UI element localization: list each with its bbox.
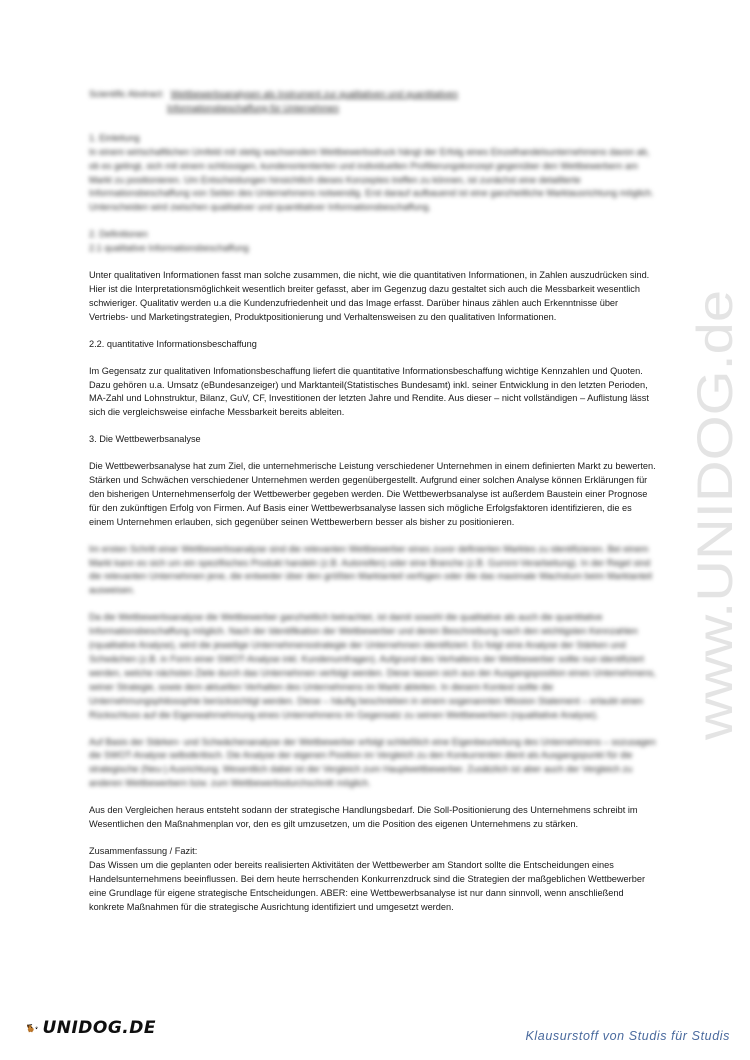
paragraph-fazit: Das Wissen um die geplanten oder bereits realisierten Aktivitäten der Wettbewerber am Standort sollte die Entscheidungen eines Handelsunternehmens beeinflussen. Bei dem heute herrschenden Konkurrenzdruck sind die Strategien der maßgeblichen Wettbewerber eine Grundlage für eigene strategische Entscheidungen. ABER: eine Wettbewerbsanalyse ist nur dann sinnvoll, wenn anschließend konkrete Maßnahmen für die strategische Ausrichtung identifiziert und umgesetzt werden. — [89, 859, 646, 912]
intro-paragraph: In einem wirtschaftlichen Umfeld mit stetig wachsendem Wettbewerbsdruck hängt der Erfolg eines Einzelhandelsunternehmens davon ab, ob es gelingt, sich mit einem schlüssigen, kundenorientierten und individuellen Profilierungskonzept gegenüber den Wettbewerbern am Markt zu positionieren. Um Entscheidungen hinsichtlich dieses Konzeptes treffen zu können, ist zunächst eine detaillierte Informationsbeschaffung von Seiten des Unternehmens notwendig. Erst darauf aufbauend ist eine ganzheitliche Marktausrichtung möglich. Unterscheiden wird zwischen qualitativer und quantitativer Informationsbeschaffung. — [89, 146, 654, 213]
watermark-graphic — [688, 285, 748, 745]
definitions-heading: 2. Definitionen — [89, 229, 148, 240]
blurred-paragraph-1: Im ersten Schritt einer Wettbewerbsanalyse sind die relevanten Wettbewerber eines zuvor definierten Marktes zu identifizieren. Bei einem Markt kann es sich um ein spezifisches Produkt handeln (z.B. Autoreifen) oder eine Branche (z.B. Gummi-Verarbeitung). In der Regel sind die relevanten Unternehmen jene, die entweder über den größten Marktanteil verfügen oder die das maximale Wachstum beim Marktanteil ausweisen. — [89, 543, 652, 596]
heading-fazit: Zusammenfassung / Fazit: — [89, 845, 198, 856]
intro-heading: 1. Einleitung — [89, 132, 140, 143]
title-link-1[interactable]: Wettbewerbsanalysen als Instrument zur qualitativen und quantitativen — [170, 89, 458, 99]
paragraph-soll-positionierung: Aus den Vergleichen heraus entsteht sodann der strategische Handlungsbedarf. Die Soll-Positionierung des Unternehmens schreibt im Wesentlichen den Maßnahmenplan vor, den es gilt umzusetzen, um die Position des eigenen Unternehmens zu stärken. — [89, 805, 638, 830]
definitions-subheading: 2.1 qualitative Informationsbeschaffung — [89, 243, 249, 254]
blurred-header-section — [89, 88, 659, 256]
title-lead: Scientific Abstract: — [89, 89, 165, 99]
blurred-paragraph-2: Da die Wettbewerbsanalyse die Wettbewerber ganzheitlich betrachtet, ist damit sowohl die qualitative als auch die quantitative Informationsbeschaffung möglich. Nach der Identifikation der Wettbewerber und deren Beschreibung nach den wichtigsten Kennzahlen (rqualitative Analyse), wird die jeweilige Unternehmensstrategie der Unternehmen identifiziert. Es folgt eine Analyse der Stärken und Schwächen (z.B. in Form einer SWOT-Analyse inkl. Kundenumfragen). Aufgrund des Verhaltens der Wettbewerber sollte nun identifiziert werden, welche nächsten Ziele durch das Unternehmen verfolgt werden. Diese lassen sich aus der Ausgangsposition eines Unternehmens, seiner Strategie, sowie dem aktuellen Verhalten des Unternehmens im Markt ableiten. In diesem Kontext sollte die Unternehmungsphilosophie berücksichtigt werden. Diese – häufig beschrieben in einem sogenannten Mission Statement – erlaubt einen Rückschluss auf die Eigenwahrnehmung eines Unternehmens im Gegensatz zu seinen Wettbewerbern (rqualitative Analyse). — [89, 612, 656, 720]
paragraph-qualitative: Unter qualitativen Informationen fasst man solche zusammen, die nicht, wie die quantitativen Informationen, in Zahlen auszudrücken sind. Hier ist die Interpretationsmöglichkeit wesentlich breiter gefasst, aber im Gegenzug dazu gestaltet sich auch die Messbarkeit wesentlich schwieriger. Qualitativ werden u.a die Kundenzufriedenheit und das Image erfasst. Darüber hinaus zählen auch Erkenntnisse über Vertriebs- und Marketingstrategien, Produktpositionierung und Verhaltensweisen zu den qualitativen Informationen. — [89, 270, 650, 322]
dog-mascot-icon — [26, 1013, 35, 1043]
document-body — [89, 88, 659, 928]
heading-wettbewerbsanalyse: 3. Die Wettbewerbsanalyse — [89, 434, 201, 445]
watermark — [688, 285, 748, 745]
footer-logo[interactable] — [26, 1013, 156, 1043]
document-title — [89, 88, 659, 102]
blurred-paragraph-3: Auf Basis der Stärken- und Schwächenanalyse der Wettbewerber erfolgt schließlich eine Eigenbeurteilung des Unternehmens – sozusagen die SWOT-Analyse selbstkritisch. Die Analyse der eigenen Position im Vergleich zu den Konkurrenten dient als Ausgangspunkt für die strategische (Neu-) Ausrichtung. Wesentlich dabei ist der Vergleich zum Hauptwettbewerber. Zusätzlich ist aber auch der Vergleich zu anderen Wettbewerbern bzw. zum Wettbewerbsdurchschnitt möglich. — [89, 736, 656, 789]
paw-icon — [35, 1023, 38, 1033]
title-link-2[interactable]: Informationsbeschaffung für Unternehmen — [167, 102, 339, 113]
paragraph-wettbewerbsanalyse: Die Wettbewerbsanalyse hat zum Ziel, die unternehmerische Leistung verschiedener Unternehmen in einem definierten Markt zu bewerten. Stärken und Schwächen verschiedener Unternehmen werden gegenübergestellt. Aufgrund einer solchen Analyse können Erklärungen für den bisherigen Unternehmenserfolg der Wettbewerber gegeben werden. Die Wettbewerbsanalyse ist außerdem Baustein einer Prognose für den zukünftigen Erfolg von Firmen. Auf Basis einer Wettbewerbsanalyse lassen sich mögliche Erfolgsfaktoren identifizieren, die es einem Unternehmen erlauben, sich gegenüber seinen Wettbewerbern besser als bisher zu positionieren. — [89, 461, 656, 527]
logo-text: UNIDOG.DE — [42, 1018, 156, 1038]
paragraph-quantitative: Im Gegensatz zur qualitativen Infomationsbeschaffung liefert die quantitative Informationsbeschaffung wichtige Kennzahlen und Quoten. Dazu gehören u.a. Umsatz (eBundesanzeiger) und Marktanteil(Statistisches Bundesamt) inkl. seiner Entwicklung in den letzten Perioden, MA-Zahl und Lohnstruktur, Bilanz, GuV, CF, Investitionen der letzten Jahre und Rendite. Aus dieser – nicht vollständigen – Auflistung lässt sich die vergleichsweise einfache Messbarkeit bereits ableiten. — [89, 365, 649, 418]
footer-slogan: Klausurstoff von Studis für Studis — [525, 1029, 730, 1043]
heading-quantitative: 2.2. quantitative Informationsbeschaffung — [89, 338, 257, 349]
blurred-middle-section — [89, 543, 659, 792]
watermark-text: www.UNIDOG.de — [687, 351, 743, 740]
